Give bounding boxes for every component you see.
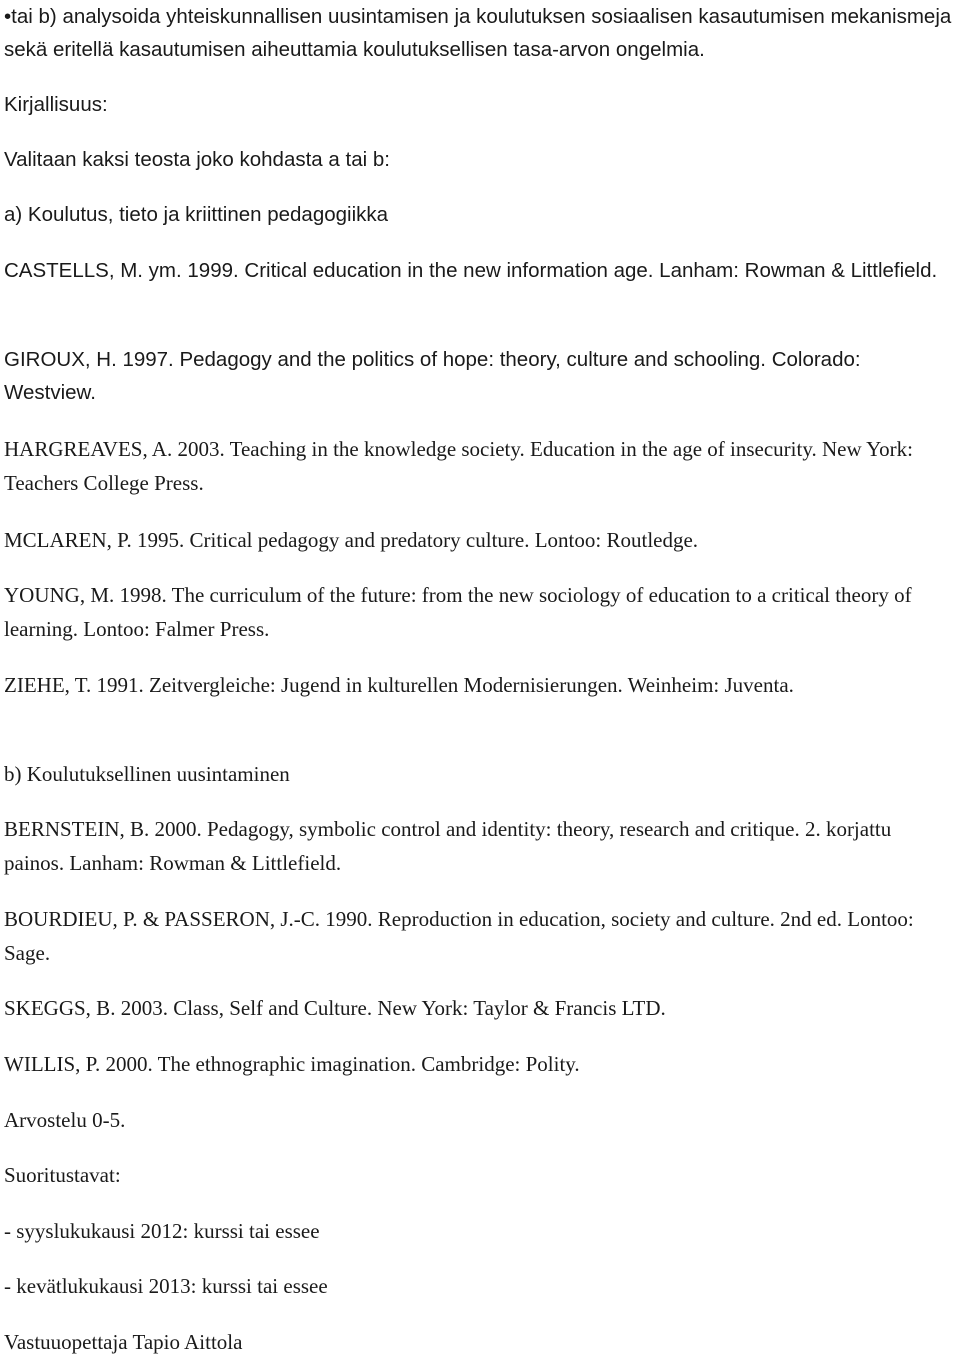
reference-item: CASTELLS, M. ym. 1999. Critical education in the new information age. Lanham: Rowman & Littlefield.: [4, 259, 938, 282]
completion-method-item: - kevätlukukausi 2013: kurssi tai essee: [4, 1274, 328, 1298]
reference-item: YOUNG, M. 1998. The curriculum of the future: from the new sociology of education to a critical theory of learning. Lontoo: Falmer Press.: [4, 583, 912, 641]
grading-text: Arvostelu 0-5.: [4, 1108, 126, 1132]
reference-item: WILLIS, P. 2000. The ethnographic imagination. Cambridge: Polity.: [4, 1052, 580, 1076]
section-a-title: a) Koulutus, tieto ja kriittinen pedagogiikka: [4, 203, 389, 226]
reference-item: SKEGGS, B. 2003. Class, Self and Culture. New York: Taylor & Francis LTD.: [4, 996, 666, 1020]
literature-heading: Kirjallisuus:: [4, 93, 108, 116]
completion-methods-heading: Suoritustavat:: [4, 1163, 121, 1187]
reference-item: HARGREAVES, A. 2003. Teaching in the knowledge society. Education in the age of insecurity. New York: Teachers College Press.: [4, 437, 913, 495]
section-b-title: b) Koulutuksellinen uusintaminen: [4, 762, 290, 786]
completion-method-item: - syyslukukausi 2012: kurssi tai essee: [4, 1219, 320, 1243]
reference-item: BOURDIEU, P. & PASSERON, J.-C. 1990. Reproduction in education, society and culture. 2nd ed. Lontoo: Sage.: [4, 907, 914, 965]
selection-instruction: Valitaan kaksi teosta joko kohdasta a tai b:: [4, 148, 390, 171]
reference-item: ZIEHE, T. 1991. Zeitvergleiche: Jugend in kulturellen Modernisierungen. Weinheim: Juventa.: [4, 673, 794, 697]
reference-item: BERNSTEIN, B. 2000. Pedagogy, symbolic control and identity: theory, research and critique. 2. korjattu painos. Lanham: Rowman & Littlefield.: [4, 817, 892, 875]
intro-paragraph: •tai b) analysoida yhteiskunnallisen uusintamisen ja koulutuksen sosiaalisen kasautumisen mekanismeja sekä eritellä kasautumisen aiheuttamia koulutuksellisen tasa-arvon ongelmia.: [4, 5, 952, 61]
responsible-teacher: Vastuuopettaja Tapio Aittola: [4, 1330, 243, 1354]
reference-item: GIROUX, H. 1997. Pedagogy and the politics of hope: theory, culture and schooling. Colorado: Westview.: [4, 348, 861, 404]
reference-item: MCLAREN, P. 1995. Critical pedagogy and predatory culture. Lontoo: Routledge.: [4, 528, 699, 552]
